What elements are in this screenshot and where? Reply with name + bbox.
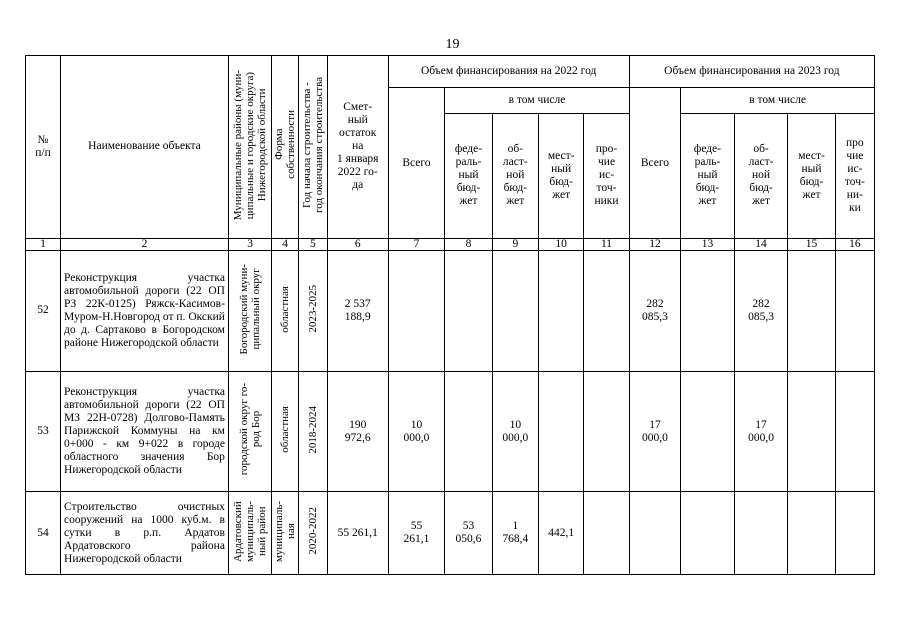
row-ownership: муниципаль- ная [273, 500, 298, 562]
row-regional-2022: 10 000,0 [492, 372, 538, 492]
header-regional-2023: об- ласт- ной бюд- жет [734, 113, 788, 238]
row-total-2023: 282 085,3 [629, 250, 681, 371]
row-federal-2022 [445, 372, 492, 492]
column-number: 11 [584, 238, 629, 250]
row-other-2022 [584, 492, 629, 575]
row-years: 2018-2024 [306, 405, 319, 454]
row-federal-2022: 53 050,6 [445, 492, 492, 575]
header-years-cell [298, 56, 327, 239]
row-balance: 55 261,1 [327, 492, 388, 575]
row-regional-2022: 1 768,4 [492, 492, 538, 575]
header-num: № п/п [26, 56, 61, 239]
header-ownership-cell [272, 56, 299, 239]
page-number: 19 [445, 37, 460, 52]
row-total-2023: 17 000,0 [629, 372, 681, 492]
header-fin-2022: Объем финансирования на 2022 год [388, 56, 629, 88]
header-district: Муниципальные районы (муни- ципальные и городские округа) Нижегородской области [232, 69, 269, 220]
header-other-2023: про чие ис- точ- ни- ки [835, 113, 874, 238]
row-num: 52 [26, 250, 61, 371]
header-including-2022: в том числе [445, 88, 629, 113]
header-fin-2023: Объем финансирования на 2023 год [629, 56, 874, 88]
row-ownership: областная [279, 285, 292, 333]
column-number: 12 [629, 238, 681, 250]
row-regional-2023: 282 085,3 [734, 250, 788, 371]
row-name: Строительство очистных сооружений на 1000 куб.м. в сутки в р.п. Ардатов Ардатовского района Нижегородской области [61, 492, 229, 575]
header-local-2023: мест- ный бюд- жет [788, 113, 835, 238]
row-years: 2023-2025 [306, 285, 319, 333]
table-row [26, 372, 875, 492]
column-number: 14 [734, 238, 788, 250]
header-regional-2022: об- ласт- ной бюд- жет [492, 113, 538, 238]
row-ownership-cell [272, 492, 299, 575]
row-local-2023 [788, 492, 835, 575]
row-federal-2022 [445, 250, 492, 371]
row-total-2022 [388, 250, 445, 371]
row-years: 2020-2022 [306, 507, 319, 555]
table-row [26, 250, 875, 371]
column-number: 16 [835, 238, 874, 250]
row-federal-2023 [681, 492, 735, 575]
header-federal-2023: феде- раль- ный бюд- жет [681, 113, 735, 238]
row-local-2022 [539, 372, 584, 492]
row-federal-2023 [681, 372, 735, 492]
row-ownership-cell [272, 250, 299, 371]
column-number: 2 [61, 238, 229, 250]
column-number: 9 [492, 238, 538, 250]
row-district: Ардатовский муниципаль- ный район [232, 500, 269, 562]
header-row-1 [26, 56, 875, 88]
row-num: 54 [26, 492, 61, 575]
row-other-2022 [584, 250, 629, 371]
column-number: 15 [788, 238, 835, 250]
financing-table [25, 55, 875, 575]
row-local-2022 [539, 250, 584, 371]
row-years-cell [298, 250, 327, 371]
column-numbers-row [26, 238, 875, 250]
column-number: 6 [327, 238, 388, 250]
header-ownership: Форма собственности [273, 110, 298, 180]
row-years-cell [298, 372, 327, 492]
column-number: 10 [539, 238, 584, 250]
row-regional-2022 [492, 250, 538, 371]
column-number: 5 [298, 238, 327, 250]
row-district-cell [228, 492, 271, 575]
header-name: Наименование объекта [61, 56, 229, 239]
row-district: Богородский муни- ципальный округ [238, 263, 263, 355]
row-local-2022: 442,1 [539, 492, 584, 575]
header-local-2022: мест- ный бюд- жет [539, 113, 584, 238]
row-name: Реконструкция участка автомобильной дороги (22 ОП РЗ 22К-0125) Ряжск-Касимов-Муром-Н.Новгород от п. Окский до д. Сартаково в Богородском районе Нижегородской области [61, 250, 229, 371]
row-other-2023 [835, 250, 874, 371]
row-num: 53 [26, 372, 61, 492]
column-number: 7 [388, 238, 445, 250]
row-name: Реконструкция участка автомобильной дороги (22 ОП МЗ 22Н-0728) Долгово-Память Парижской Коммуны на км 0+000 - км 9+022 в городе областного значения Бор Нижегородской области [61, 372, 229, 492]
row-balance: 190 972,6 [327, 372, 388, 492]
row-local-2023 [788, 250, 835, 371]
header-balance: Смет- ный остаток на 1 января 2022 го- да [327, 56, 388, 239]
table-row [26, 492, 875, 575]
row-regional-2023: 17 000,0 [734, 372, 788, 492]
column-number: 3 [228, 238, 271, 250]
row-years-cell [298, 492, 327, 575]
row-ownership: областная [279, 406, 292, 453]
row-ownership-cell [272, 372, 299, 492]
header-district-cell [228, 56, 271, 239]
row-local-2023 [788, 372, 835, 492]
column-number: 8 [445, 238, 492, 250]
column-number: 1 [26, 238, 61, 250]
column-number: 4 [272, 238, 299, 250]
row-total-2022: 10 000,0 [388, 372, 445, 492]
header-including-2023: в том числе [681, 88, 875, 113]
row-district-cell [228, 372, 271, 492]
header-years: Год начала строительства - год окончания строительства [300, 76, 325, 213]
row-total-2022: 55 261,1 [388, 492, 445, 575]
row-federal-2023 [681, 250, 735, 371]
row-other-2022 [584, 372, 629, 492]
header-federal-2022: феде- раль- ный бюд- жет [445, 113, 492, 238]
row-other-2023 [835, 492, 874, 575]
row-balance: 2 537 188,9 [327, 250, 388, 371]
row-regional-2023 [734, 492, 788, 575]
header-total-2023: Всего [629, 88, 681, 238]
row-total-2023 [629, 492, 681, 575]
row-district: городской округ го- род Бор [238, 383, 263, 476]
header-total-2022: Всего [388, 88, 445, 238]
header-other-2022: про- чие ис- точ- ники [584, 113, 629, 238]
column-number: 13 [681, 238, 735, 250]
row-district-cell [228, 250, 271, 371]
row-other-2023 [835, 372, 874, 492]
